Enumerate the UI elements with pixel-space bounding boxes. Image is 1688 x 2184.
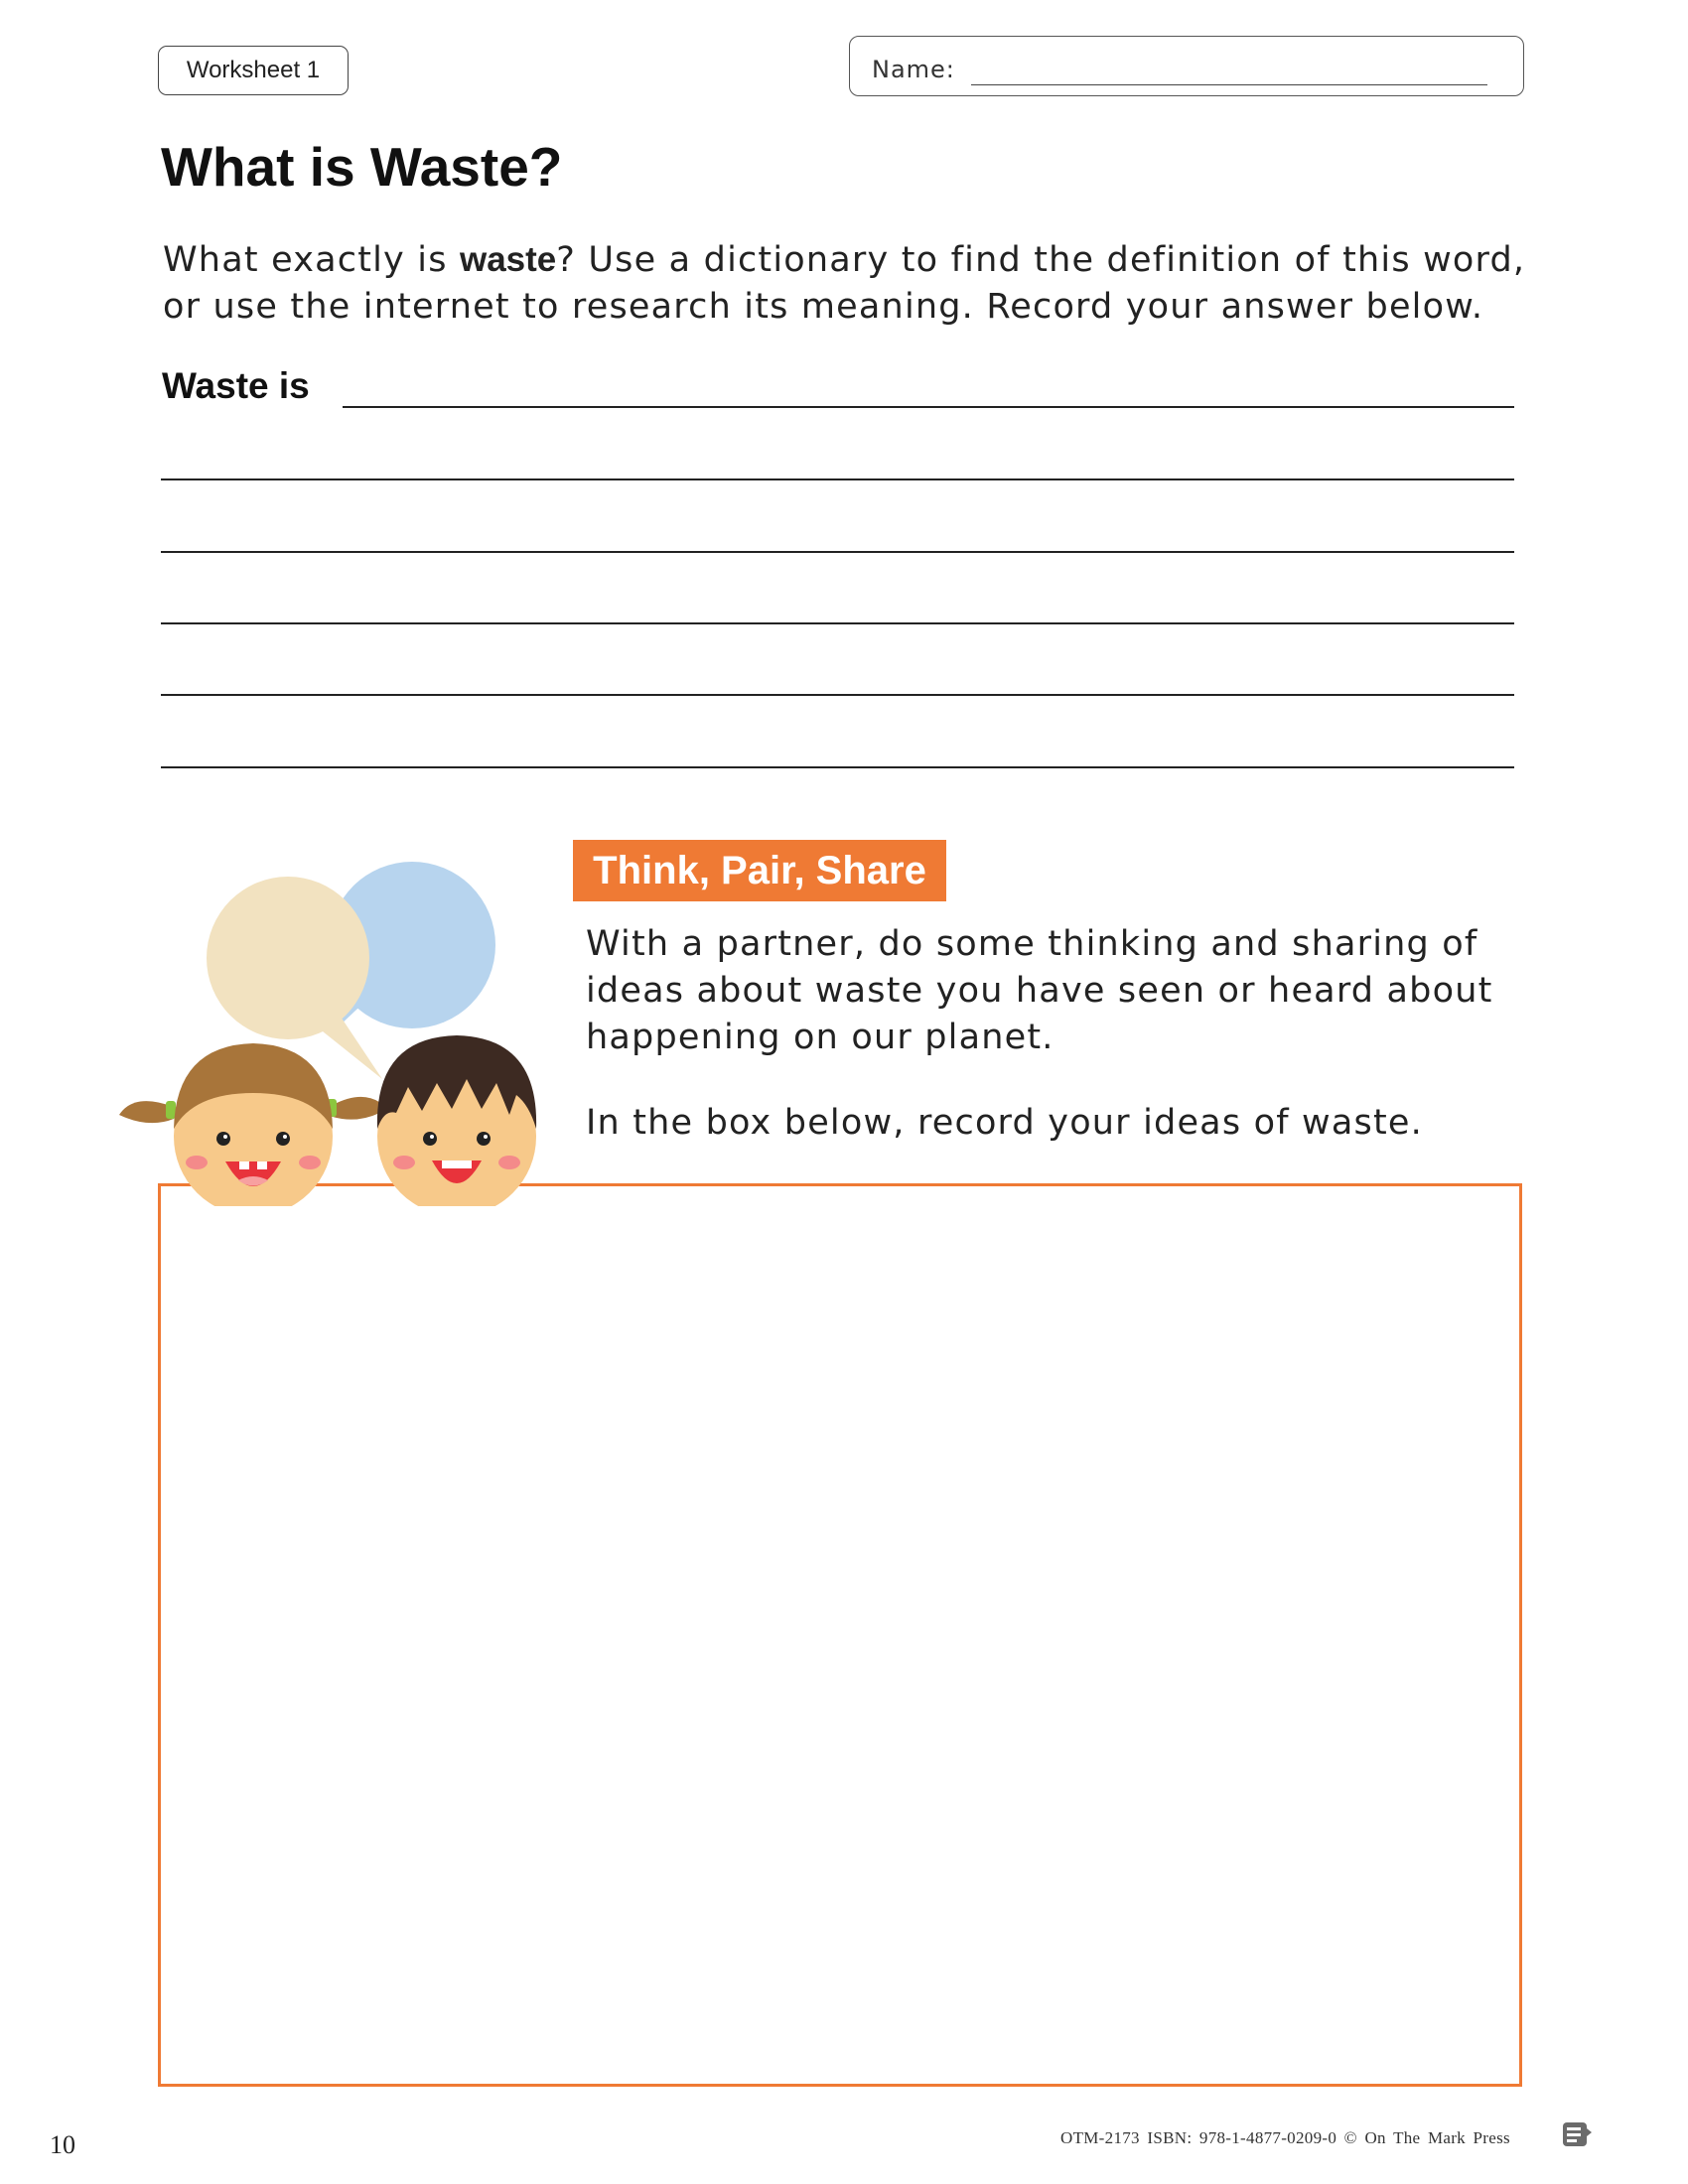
think-pair-share-instruction: In the box below, record your ideas of waste. <box>586 1103 1423 1143</box>
answer-line-5[interactable] <box>161 694 1514 696</box>
intro-bold-word: waste <box>459 240 557 279</box>
girl-face-icon <box>119 1043 387 1206</box>
answer-line-4[interactable] <box>161 622 1514 624</box>
think-pair-share-label: Think, Pair, Share <box>593 848 926 892</box>
worksheet-badge <box>158 46 349 95</box>
page-title: What is Waste? <box>161 136 563 198</box>
intro-text-start: What exactly is <box>163 240 460 280</box>
footer-credits: OTM-2173 ISBN: 978-1-4877-0209-0 © On The Mark Press <box>1060 2128 1510 2147</box>
answer-line-2[interactable] <box>161 478 1514 480</box>
publisher-logo-icon <box>1561 2118 1593 2150</box>
boy-face-icon <box>377 1035 536 1206</box>
intro-text-end: ? Use a dictionary to find the definition of this word, or use the internet to research its meaning. Record your answer below. <box>163 240 1526 327</box>
answer-line-3[interactable] <box>161 551 1514 553</box>
intro-paragraph <box>163 236 1543 331</box>
worksheet-label: Worksheet 1 <box>186 57 321 83</box>
think-pair-share-paragraph: With a partner, do some thinking and sharing of ideas about waste you have seen or heard about happening on our planet. <box>586 924 1493 1057</box>
name-field-line[interactable] <box>971 84 1487 85</box>
kids-illustration <box>114 849 551 1206</box>
name-label: Name: <box>872 56 955 83</box>
ideas-box[interactable] <box>158 1183 1522 2087</box>
answer-line-6[interactable] <box>161 766 1514 768</box>
think-pair-share-heading <box>573 840 946 901</box>
page-number: 10 <box>50 2130 75 2159</box>
answer-line-1[interactable] <box>343 406 1514 408</box>
answer-label: Waste is <box>162 365 310 406</box>
